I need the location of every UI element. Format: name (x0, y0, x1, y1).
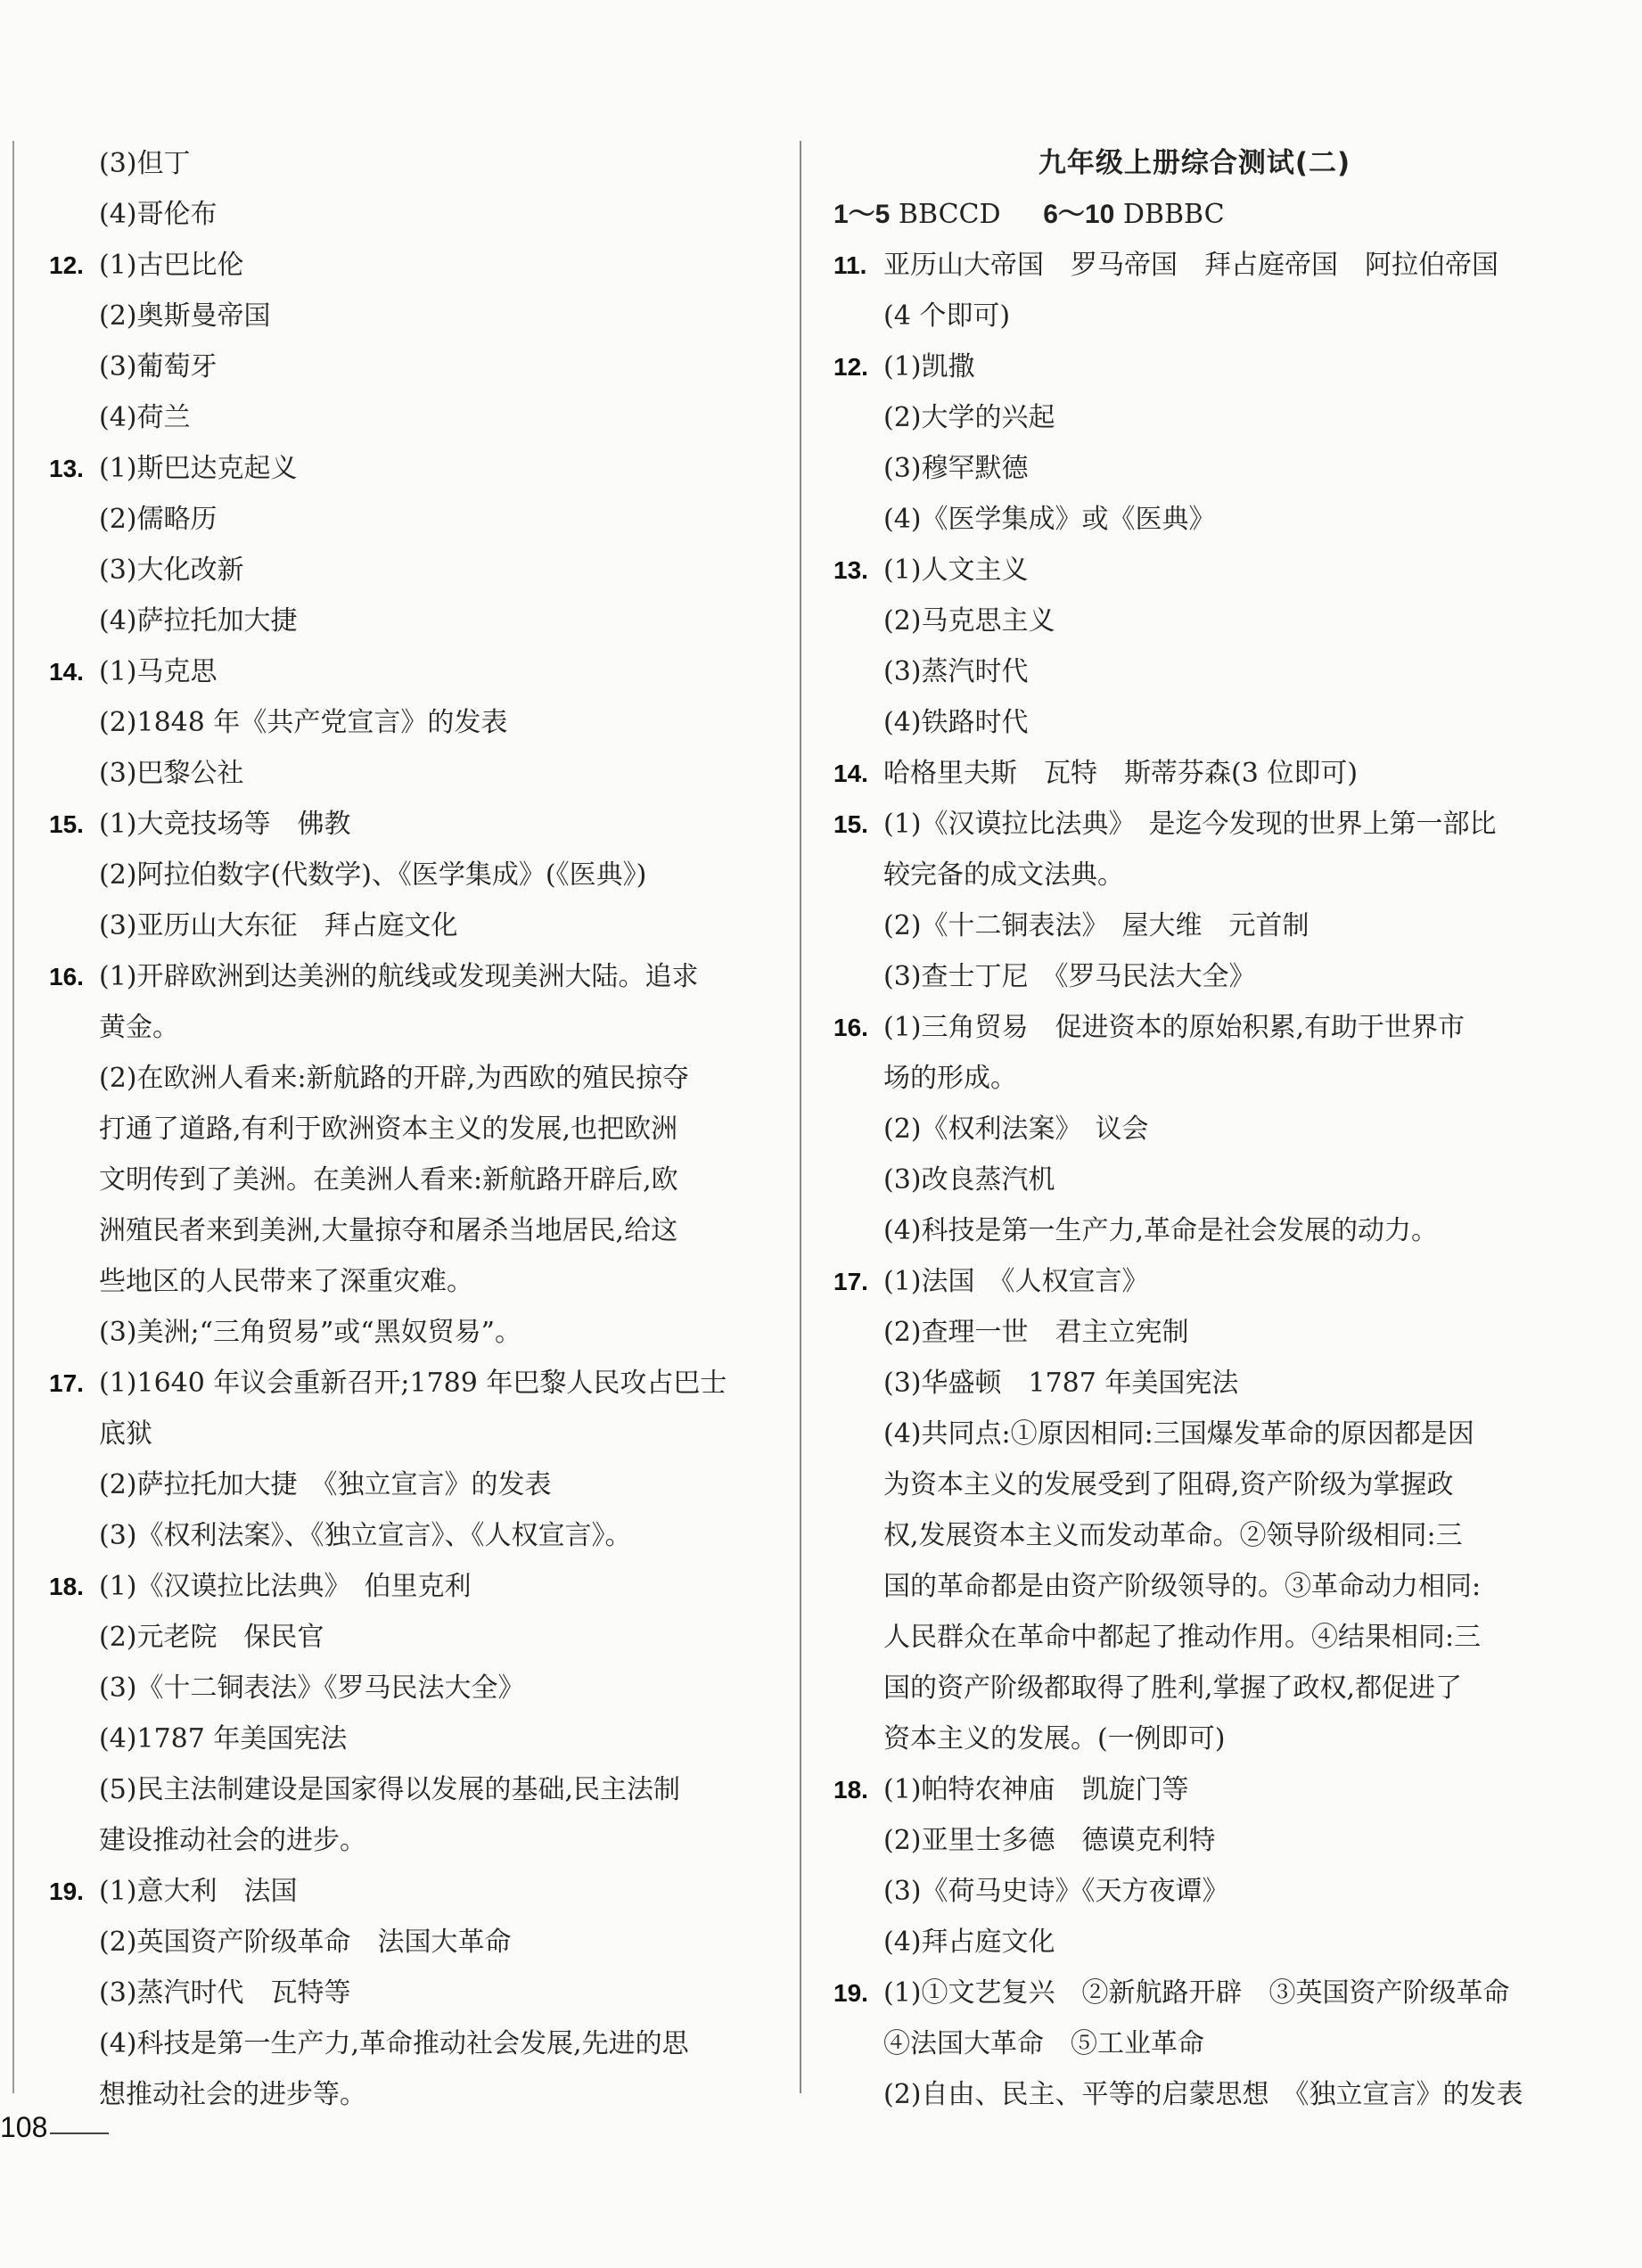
answer-line (833, 1358, 1556, 1409)
answer-text: (3)亚历山大东征 拜占庭文化 (99, 910, 458, 941)
answer-line (833, 1155, 1556, 1205)
answer-text: 人民群众在革命中都起了推动作用。④结果相同:三 (883, 1622, 1482, 1653)
answer-text: (3)蒸汽时代 瓦特等 (99, 1977, 351, 2009)
answer-text: 哈格里夫斯 瓦特 斯蒂芬森(3 位即可) (883, 758, 1359, 789)
answer-line (833, 2069, 1556, 2120)
answer-text: (3)葡萄牙 (99, 351, 218, 382)
answer-line (833, 646, 1556, 697)
answer-text: (1)斯巴达克起义 (99, 453, 298, 484)
answer-line (833, 1764, 1556, 1815)
mc-answers-2: DBBBC (1122, 199, 1225, 230)
question-number: 12. (833, 353, 868, 381)
answer-line (49, 1968, 776, 2018)
answer-line (49, 1917, 776, 1968)
answer-text: (1)古巴比伦 (99, 250, 244, 281)
answer-text: (2)《十二铜表法》 屋大维 元首制 (883, 910, 1309, 941)
column-divider (800, 141, 801, 2093)
answer-text: (4)铁路时代 (883, 707, 1029, 738)
answer-text: (1)帕特农神庙 凯旋门等 (883, 1774, 1189, 1805)
answer-line (833, 1612, 1556, 1663)
answer-text: (3)《权利法案》、《独立宣言》、《人权宣言》。 (99, 1520, 632, 1551)
answer-line (833, 1459, 1556, 1510)
answer-text: (2)1848 年《共产党宣言》的发表 (99, 707, 508, 738)
answer-line (833, 850, 1556, 900)
question-number: 12. (49, 251, 84, 279)
answer-line (49, 1764, 776, 1815)
answer-line (833, 240, 1556, 291)
answer-line (833, 1866, 1556, 1917)
answer-line (833, 951, 1556, 1002)
answer-line (833, 1561, 1556, 1612)
answer-text: (2)阿拉伯数字(代数学)、《医学集成》(《医典》) (99, 859, 647, 891)
answer-line (49, 2069, 776, 2120)
answer-text: (3)美洲;“三角贸易”或“黑奴贸易”。 (99, 1317, 521, 1348)
answer-line (49, 1002, 776, 1053)
mc-range-1: 1～5 (833, 200, 891, 229)
answer-text: 黄金。 (99, 1012, 179, 1043)
answer-text: (1)开辟欧洲到达美洲的航线或发现美洲大陆。追求 (99, 961, 699, 992)
answer-text: (4)共同点:①原因相同:三国爆发革命的原因都是因 (883, 1418, 1474, 1450)
answer-line (49, 1866, 776, 1917)
answer-line (49, 494, 776, 545)
answer-line (49, 1510, 776, 1561)
answer-line (833, 1815, 1556, 1866)
answer-line (833, 1053, 1556, 1104)
page-number: 108 (0, 2111, 48, 2143)
answer-text: (4)哥伦布 (99, 199, 218, 230)
answer-line (833, 900, 1556, 951)
answer-line (49, 1459, 776, 1510)
answer-text: (2)马克思主义 (883, 605, 1055, 637)
answer-line (833, 1256, 1556, 1307)
answer-line (833, 392, 1556, 443)
answer-line (49, 951, 776, 1002)
answer-text: 洲殖民者来到美洲,大量掠夺和屠杀当地居民,给这 (99, 1215, 678, 1246)
answer-text: (4)科技是第一生产力,革命是社会发展的动力。 (883, 1215, 1439, 1246)
answer-text: 建设推动社会的进步。 (99, 1825, 366, 1856)
answer-text: (4)《医学集成》或《医典》 (883, 504, 1216, 535)
answer-line (833, 1968, 1556, 2018)
answer-text: (3)查士丁尼 《罗马民法大全》 (883, 961, 1256, 992)
answer-text: 些地区的人民带来了深重灾难。 (99, 1266, 473, 1297)
answer-line (49, 138, 776, 189)
answer-line (49, 1561, 776, 1612)
mc-range-2: 6～10 (1043, 200, 1115, 229)
answer-text: 场的形成。 (883, 1063, 1017, 1094)
answer-line (49, 2018, 776, 2069)
mc-answers-1: BBCCD (898, 199, 1001, 230)
left-margin-rule (12, 141, 14, 2093)
answer-text: 想推动社会的进步等。 (99, 2079, 366, 2110)
answer-line (49, 1815, 776, 1866)
answer-text: 文明传到了美洲。在美洲人看来:新航路开辟后,欧 (99, 1164, 678, 1196)
answer-line (833, 799, 1556, 850)
answer-text: (1)大竞技场等 佛教 (99, 809, 351, 840)
question-number: 18. (833, 1776, 868, 1804)
answer-line (49, 1409, 776, 1459)
answer-text: (3)穆罕默德 (883, 453, 1029, 484)
right-answer-column (833, 138, 1556, 2120)
answer-text: (2)自由、民主、平等的启蒙思想 《独立宣言》的发表 (883, 2079, 1523, 2110)
answer-line (49, 1053, 776, 1104)
answer-text: 亚历山大帝国 罗马帝国 拜占庭帝国 阿拉伯帝国 (883, 250, 1498, 281)
answer-text: (2)儒略历 (99, 504, 218, 535)
answer-line (49, 850, 776, 900)
answer-text: (2)亚里士多德 德谟克利特 (883, 1825, 1216, 1856)
answer-text: (3)《荷马史诗》《天方夜谭》 (883, 1876, 1229, 1907)
answer-text: 国的革命都是由资产阶级领导的。③革命动力相同: (883, 1571, 1482, 1602)
answer-text: 资本主义的发展。(一例即可) (883, 1723, 1226, 1754)
question-number: 15. (49, 810, 84, 838)
answer-text: (4)1787 年美国宪法 (99, 1723, 348, 1754)
answer-line (49, 900, 776, 951)
question-number: 19. (49, 1878, 84, 1905)
answer-line (833, 1663, 1556, 1713)
answer-text: (3)巴黎公社 (99, 758, 244, 789)
question-number: 16. (49, 963, 84, 990)
answer-line (49, 1307, 776, 1358)
answer-text: (1)《汉谟拉比法典》 是迄今发现的世界上第一部比 (883, 809, 1497, 840)
answer-line (49, 646, 776, 697)
answer-line (49, 596, 776, 646)
answer-line (833, 1713, 1556, 1764)
question-number: 17. (833, 1268, 868, 1295)
answer-line (49, 697, 776, 748)
answer-text: 较完备的成文法典。 (883, 859, 1124, 891)
answer-line (833, 1307, 1556, 1358)
answer-text: (1)1640 年议会重新召开;1789 年巴黎人民攻占巴士 (99, 1368, 727, 1399)
answer-text: (3)《十二铜表法》《罗马民法大全》 (99, 1672, 525, 1704)
answer-text: ④法国大革命 ⑤工业革命 (883, 2028, 1204, 2059)
answer-line (49, 1256, 776, 1307)
answer-text: (2)查理一世 君主立宪制 (883, 1317, 1189, 1348)
answer-text: 打通了道路,有利于欧洲资本主义的发展,也把欧洲 (99, 1113, 678, 1145)
answer-text: (1)《汉谟拉比法典》 伯里克利 (99, 1571, 472, 1602)
answer-line (833, 697, 1556, 748)
answer-text: (1)人文主义 (883, 555, 1029, 586)
answer-line (49, 1205, 776, 1256)
answer-text: (4)荷兰 (99, 402, 191, 433)
answer-text: (5)民主法制建设是国家得以发展的基础,民主法制 (99, 1774, 681, 1805)
question-number: 11. (833, 251, 867, 279)
answer-text: 权,发展资本主义而发动革命。②领导阶级相同:三 (883, 1520, 1463, 1551)
question-number: 17. (49, 1369, 84, 1397)
answer-line (49, 392, 776, 443)
question-number: 19. (833, 1979, 868, 2007)
answer-line (833, 1104, 1556, 1155)
answer-line (833, 1409, 1556, 1459)
answer-line (833, 1917, 1556, 1968)
answer-text: (1)凯撒 (883, 351, 975, 382)
question-number: 15. (833, 810, 868, 838)
answer-text: (3)蒸汽时代 (883, 656, 1029, 687)
answer-text: (4 个即可) (883, 300, 1011, 332)
answer-line (49, 443, 776, 494)
answer-line (49, 341, 776, 392)
answer-line (833, 1205, 1556, 1256)
answer-text: (2)萨拉托加大捷 《独立宣言》的发表 (99, 1469, 552, 1500)
answer-text: (3)改良蒸汽机 (883, 1164, 1055, 1196)
answer-line (833, 291, 1556, 341)
left-answer-column (49, 138, 776, 2120)
answer-text: 为资本主义的发展受到了阻碍,资产阶级为掌握政 (883, 1469, 1454, 1500)
answer-line (49, 799, 776, 850)
answer-line (833, 1002, 1556, 1053)
answer-text: (2)奥斯曼帝国 (99, 300, 271, 332)
question-number: 14. (49, 658, 84, 686)
answer-text: (2)《权利法案》 议会 (883, 1113, 1149, 1145)
answer-line (49, 240, 776, 291)
answer-text: (1)①文艺复兴 ②新航路开辟 ③英国资产阶级革命 (883, 1977, 1510, 2009)
answer-line (49, 748, 776, 799)
answer-line (49, 1663, 776, 1713)
answer-text: (2)在欧洲人看来:新航路的开辟,为西欧的殖民掠夺 (99, 1063, 690, 1094)
answer-line (49, 189, 776, 240)
answer-text: (1)三角贸易 促进资本的原始积累,有助于世界市 (883, 1012, 1465, 1043)
answer-line (833, 341, 1556, 392)
answer-line (833, 443, 1556, 494)
answer-line (49, 1358, 776, 1409)
question-number: 14. (833, 760, 868, 787)
answer-text: (1)法国 《人权宣言》 (883, 1266, 1149, 1297)
page-number-rule (50, 2132, 109, 2134)
answer-text: (3)华盛顿 1787 年美国宪法 (883, 1368, 1239, 1399)
answer-text: 底狱 (99, 1418, 152, 1450)
answer-line (49, 545, 776, 596)
answer-text: (3)但丁 (99, 148, 191, 179)
section-title: 九年级上册综合测试(二) (1038, 147, 1351, 179)
answer-line (833, 748, 1556, 799)
answer-text: (3)大化改新 (99, 555, 244, 586)
answer-line (49, 1713, 776, 1764)
answer-line (833, 2018, 1556, 2069)
question-number: 18. (49, 1573, 84, 1600)
answer-line (49, 291, 776, 341)
question-number: 16. (833, 1014, 868, 1041)
answer-text: (2)元老院 保民官 (99, 1622, 324, 1653)
answer-line (49, 1155, 776, 1205)
answer-line (833, 596, 1556, 646)
answer-line (833, 545, 1556, 596)
answer-text: (4)拜占庭文化 (883, 1927, 1055, 1958)
question-number: 13. (49, 455, 84, 482)
answer-line (833, 1510, 1556, 1561)
answer-text: (2)大学的兴起 (883, 402, 1055, 433)
answer-line (49, 1104, 776, 1155)
answer-text: (4)萨拉托加大捷 (99, 605, 298, 637)
answer-text: (2)英国资产阶级革命 法国大革命 (99, 1927, 512, 1958)
answer-text: (1)意大利 法国 (99, 1876, 298, 1907)
multiple-choice-answers (833, 189, 1556, 240)
answer-text: (1)马克思 (99, 656, 218, 687)
question-number: 13. (833, 556, 868, 584)
answer-text: (4)科技是第一生产力,革命推动社会发展,先进的思 (99, 2028, 689, 2059)
answer-text: 国的资产阶级都取得了胜利,掌握了政权,都促进了 (883, 1672, 1463, 1704)
answer-line (49, 1612, 776, 1663)
answer-line (833, 494, 1556, 545)
